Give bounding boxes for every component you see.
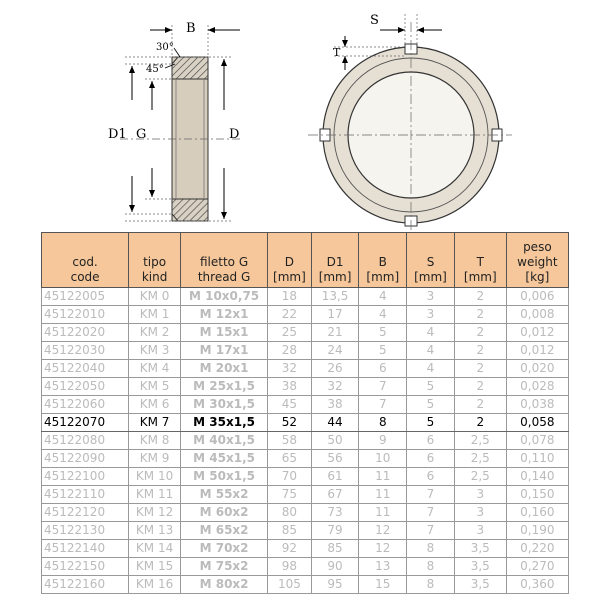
table-cell-thread: M 15x1: [181, 324, 268, 342]
table-cell-code: 45122140: [42, 540, 129, 558]
table-cell-thread: M 25x1,5: [181, 378, 268, 396]
label-g: G: [136, 127, 147, 142]
table-cell-d: 25: [268, 324, 312, 342]
label-s: S: [370, 13, 379, 28]
table-cell-b: 7: [359, 396, 407, 414]
column-header-weight-l2: weight: [517, 255, 558, 269]
table-cell-d1: 24: [311, 342, 359, 360]
table-cell-d1: 32: [311, 378, 359, 396]
table-cell-s: 4: [407, 360, 455, 378]
table-row: [42, 360, 569, 378]
table-cell-b: 12: [359, 540, 407, 558]
table-row: [42, 540, 569, 558]
table-cell-weight: 0,020: [506, 360, 568, 378]
table-cell-s: 4: [407, 342, 455, 360]
table-cell-kind: KM 7: [129, 414, 181, 432]
table-row: [42, 306, 569, 324]
table-cell-kind: KM 15: [129, 558, 181, 576]
table-cell-b: 13: [359, 558, 407, 576]
table-cell-code: 45122100: [42, 468, 129, 486]
table-cell-kind: KM 16: [129, 576, 181, 594]
table-cell-d1: 26: [311, 360, 359, 378]
table-cell-d: 92: [268, 540, 312, 558]
table-row: [42, 558, 569, 576]
label-angle-45: 45°: [146, 64, 164, 75]
table-row: [42, 522, 569, 540]
column-header-code-l1: cod.: [72, 255, 98, 269]
column-header-d1-l1: D1: [326, 255, 344, 269]
label-b: B: [186, 21, 196, 36]
table-cell-d1: 44: [311, 414, 359, 432]
table-cell-thread: M 45x1,5: [181, 450, 268, 468]
table-cell-b: 11: [359, 486, 407, 504]
column-header-d1: [311, 233, 359, 288]
table-cell-kind: KM 2: [129, 324, 181, 342]
table-cell-code: 45122160: [42, 576, 129, 594]
table-cell-s: 6: [407, 450, 455, 468]
table-cell-code: 45122030: [42, 342, 129, 360]
table-cell-d1: 50: [311, 432, 359, 450]
table-cell-d1: 13,5: [311, 288, 359, 306]
table-cell-t: 3: [454, 504, 506, 522]
table-cell-weight: 0,058: [506, 414, 568, 432]
table-row: [42, 504, 569, 522]
table-cell-t: 3,5: [454, 540, 506, 558]
table-cell-d1: 56: [311, 450, 359, 468]
table-cell-s: 5: [407, 414, 455, 432]
table-header-row: [42, 233, 569, 288]
table-cell-d: 70: [268, 468, 312, 486]
table-cell-code: 45122090: [42, 450, 129, 468]
table-cell-d1: 61: [311, 468, 359, 486]
column-header-weight: [506, 233, 568, 288]
table-cell-t: 2,5: [454, 468, 506, 486]
table-cell-thread: M 20x1: [181, 360, 268, 378]
table-cell-code: 45122110: [42, 486, 129, 504]
table-cell-weight: 0,012: [506, 342, 568, 360]
table-cell-weight: 0,150: [506, 486, 568, 504]
column-header-thread-l2: thread G: [197, 270, 251, 284]
table-cell-weight: 0,006: [506, 288, 568, 306]
label-angle-30: 30°: [156, 42, 174, 53]
table-cell-thread: M 40x1,5: [181, 432, 268, 450]
table-cell-b: 8: [359, 414, 407, 432]
table-cell-kind: KM 9: [129, 450, 181, 468]
table-cell-code: 45122120: [42, 504, 129, 522]
table-cell-s: 3: [407, 288, 455, 306]
table-cell-s: 7: [407, 522, 455, 540]
table-cell-kind: KM 12: [129, 504, 181, 522]
table-cell-t: 2,5: [454, 432, 506, 450]
table-cell-thread: M 55x2: [181, 486, 268, 504]
table-cell-t: 3,5: [454, 558, 506, 576]
label-d: D: [229, 127, 240, 142]
table-cell-thread: M 17x1: [181, 342, 268, 360]
table-cell-thread: M 75x2: [181, 558, 268, 576]
table-row: [42, 378, 569, 396]
label-d1: D1: [108, 127, 127, 142]
table-cell-b: 11: [359, 504, 407, 522]
table-cell-d: 80: [268, 504, 312, 522]
table-row: [42, 486, 569, 504]
table-cell-code: 45122080: [42, 432, 129, 450]
table-cell-s: 4: [407, 324, 455, 342]
table-cell-weight: 0,038: [506, 396, 568, 414]
table-cell-t: 2: [454, 378, 506, 396]
table-cell-weight: 0,008: [506, 306, 568, 324]
table-cell-t: 3,5: [454, 576, 506, 594]
technical-drawing: [0, 0, 608, 232]
table-cell-d1: 67: [311, 486, 359, 504]
table-cell-weight: 0,078: [506, 432, 568, 450]
table-cell-thread: M 10x0,75: [181, 288, 268, 306]
table-cell-weight: 0,110: [506, 450, 568, 468]
table-cell-weight: 0,028: [506, 378, 568, 396]
table-cell-s: 3: [407, 306, 455, 324]
table-cell-code: 45122005: [42, 288, 129, 306]
table-cell-t: 2: [454, 288, 506, 306]
table-cell-kind: KM 8: [129, 432, 181, 450]
table-cell-kind: KM 5: [129, 378, 181, 396]
table-row: [42, 432, 569, 450]
table-cell-thread: M 80x2: [181, 576, 268, 594]
column-header-thread-l1: filetto G: [200, 255, 249, 269]
column-header-t-l1: T: [476, 255, 484, 269]
column-header-s: [407, 233, 455, 288]
table-row: [42, 324, 569, 342]
column-header-t-l2: [mm]: [463, 270, 497, 284]
table-cell-d: 32: [268, 360, 312, 378]
table-cell-t: 2,5: [454, 450, 506, 468]
table-body: [42, 288, 569, 594]
table-cell-b: 10: [359, 450, 407, 468]
table-cell-s: 6: [407, 432, 455, 450]
table-cell-d: 38: [268, 378, 312, 396]
table-cell-t: 2: [454, 360, 506, 378]
table-cell-code: 45122040: [42, 360, 129, 378]
table-row: [42, 576, 569, 594]
table-cell-d1: 79: [311, 522, 359, 540]
column-header-s-l1: S: [426, 255, 435, 269]
table-cell-d: 105: [268, 576, 312, 594]
table-cell-d: 58: [268, 432, 312, 450]
table-row: [42, 342, 569, 360]
column-header-b-l1: B: [378, 255, 387, 269]
column-header-kind: [129, 233, 181, 288]
table-cell-b: 4: [359, 288, 407, 306]
table-cell-s: 8: [407, 540, 455, 558]
column-header-d-l2: [mm]: [273, 270, 306, 284]
table-cell-thread: M 70x2: [181, 540, 268, 558]
table-cell-s: 5: [407, 378, 455, 396]
table-cell-thread: M 30x1,5: [181, 396, 268, 414]
table-cell-kind: KM 6: [129, 396, 181, 414]
table-cell-thread: M 12x1: [181, 306, 268, 324]
table-cell-code: 45122060: [42, 396, 129, 414]
column-header-code-l2: code: [70, 270, 100, 284]
label-t: T: [333, 46, 341, 59]
table-row: [42, 450, 569, 468]
table-cell-kind: KM 11: [129, 486, 181, 504]
column-header-kind-l2: kind: [141, 270, 168, 284]
table-cell-b: 11: [359, 468, 407, 486]
table-cell-b: 7: [359, 378, 407, 396]
table-cell-s: 7: [407, 486, 455, 504]
column-header-weight-l3: [kg]: [525, 270, 550, 284]
table-cell-s: 6: [407, 468, 455, 486]
table-cell-kind: KM 1: [129, 306, 181, 324]
table-cell-d: 98: [268, 558, 312, 576]
column-header-kind-l1: tipo: [143, 255, 167, 269]
table-cell-code: 45122150: [42, 558, 129, 576]
table-cell-d1: 73: [311, 504, 359, 522]
table-cell-d: 18: [268, 288, 312, 306]
column-header-d-l1: D: [284, 255, 295, 269]
table-cell-s: 7: [407, 504, 455, 522]
table-cell-code: 45122070: [42, 414, 129, 432]
table-cell-weight: 0,220: [506, 540, 568, 558]
table-cell-b: 4: [359, 306, 407, 324]
column-header-code: [42, 233, 129, 288]
table-cell-d: 22: [268, 306, 312, 324]
table-cell-d: 52: [268, 414, 312, 432]
table-cell-s: 5: [407, 396, 455, 414]
table-cell-weight: 0,140: [506, 468, 568, 486]
table-cell-weight: 0,160: [506, 504, 568, 522]
table-cell-code: 45122130: [42, 522, 129, 540]
table-cell-t: 2: [454, 396, 506, 414]
table-cell-weight: 0,270: [506, 558, 568, 576]
column-header-thread: [181, 233, 268, 288]
table-cell-t: 3: [454, 522, 506, 540]
table-cell-d1: 38: [311, 396, 359, 414]
table-cell-kind: KM 4: [129, 360, 181, 378]
table-cell-kind: KM 13: [129, 522, 181, 540]
column-header-s-l2: [mm]: [414, 270, 447, 284]
table-cell-d1: 85: [311, 540, 359, 558]
table-cell-b: 9: [359, 432, 407, 450]
table-cell-s: 8: [407, 558, 455, 576]
table-row: [42, 414, 569, 432]
table-cell-d1: 95: [311, 576, 359, 594]
column-header-b: [359, 233, 407, 288]
table-cell-d1: 90: [311, 558, 359, 576]
table-cell-d: 85: [268, 522, 312, 540]
table-cell-kind: KM 14: [129, 540, 181, 558]
side-section-view: [120, 25, 240, 221]
column-header-t: [454, 233, 506, 288]
table-cell-d1: 21: [311, 324, 359, 342]
table-cell-t: 2: [454, 324, 506, 342]
table-row: [42, 468, 569, 486]
table-cell-b: 5: [359, 324, 407, 342]
table-cell-t: 2: [454, 306, 506, 324]
table-cell-d: 45: [268, 396, 312, 414]
table-cell-d: 75: [268, 486, 312, 504]
table-cell-d: 28: [268, 342, 312, 360]
column-header-b-l2: [mm]: [366, 270, 400, 284]
table-cell-b: 6: [359, 360, 407, 378]
table-cell-d: 65: [268, 450, 312, 468]
table-row: [42, 288, 569, 306]
table-cell-weight: 0,360: [506, 576, 568, 594]
table-cell-code: 45122020: [42, 324, 129, 342]
table-cell-weight: 0,012: [506, 324, 568, 342]
table-cell-b: 15: [359, 576, 407, 594]
table-cell-kind: KM 10: [129, 468, 181, 486]
table-cell-b: 12: [359, 522, 407, 540]
table-row: [42, 396, 569, 414]
table-cell-s: 8: [407, 576, 455, 594]
table-cell-thread: M 65x2: [181, 522, 268, 540]
column-header-d1-l2: [mm]: [318, 270, 352, 284]
table-cell-thread: M 60x2: [181, 504, 268, 522]
column-header-d: [268, 233, 312, 288]
spec-table: [41, 232, 569, 594]
table-cell-weight: 0,190: [506, 522, 568, 540]
table-cell-kind: KM 0: [129, 288, 181, 306]
table-cell-thread: M 50x1,5: [181, 468, 268, 486]
table-cell-t: 2: [454, 414, 506, 432]
table-cell-code: 45122010: [42, 306, 129, 324]
table-cell-t: 3: [454, 486, 506, 504]
table-cell-d1: 17: [311, 306, 359, 324]
table-cell-t: 2: [454, 342, 506, 360]
table-cell-thread: M 35x1,5: [181, 414, 268, 432]
column-header-weight-l1: peso: [523, 240, 552, 254]
table-cell-kind: KM 3: [129, 342, 181, 360]
table-cell-b: 5: [359, 342, 407, 360]
table-cell-code: 45122050: [42, 378, 129, 396]
